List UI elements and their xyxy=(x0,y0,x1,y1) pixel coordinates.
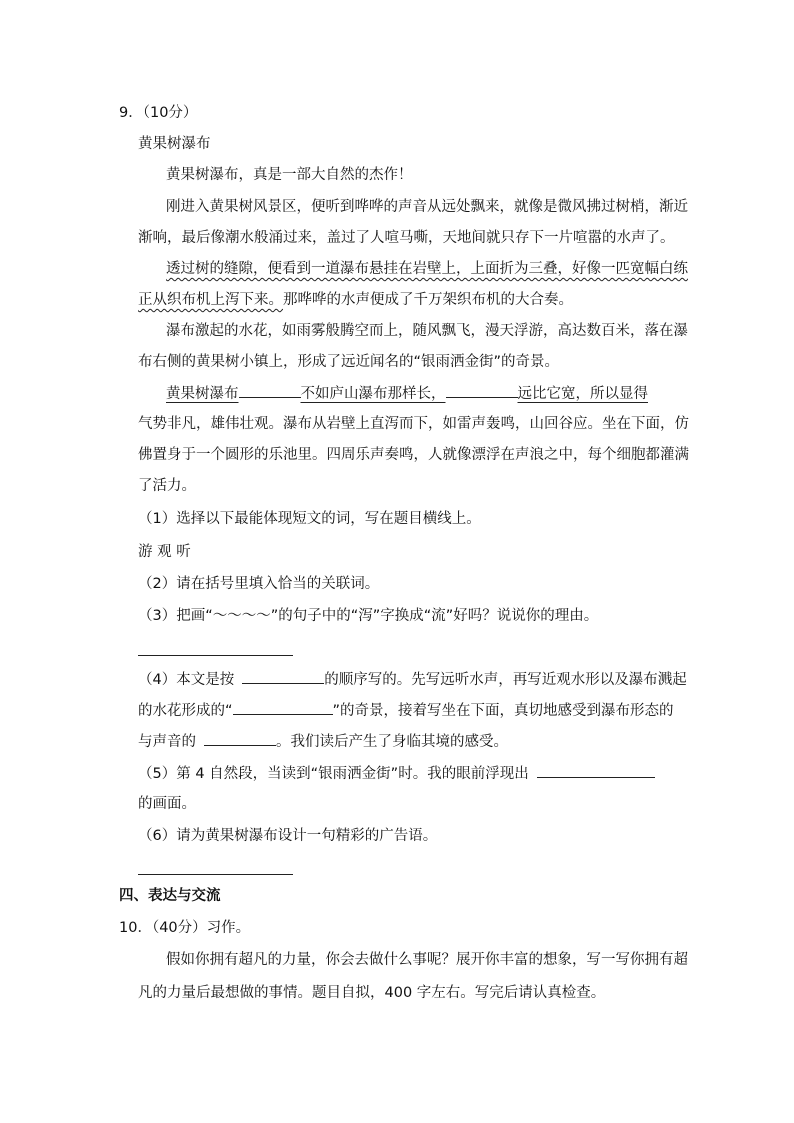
subquestion-4-part-f: 。我们读后产生了身临其境的感受。 xyxy=(276,734,508,750)
question-10-heading: 10．（40分）习作。 xyxy=(119,920,251,936)
paragraph-5-middle: 不如庐山瀑布那样长， xyxy=(300,386,446,402)
subquestion-4-part-a: （4）本文是按 xyxy=(138,672,235,688)
passage-paragraph-5-line-3: 佛置身于一个圆形的乐池里。四周乐声奏鸣，人就像漂浮在声浪之中，每个细胞都灌满 xyxy=(138,447,689,463)
passage-paragraph-2-line-1: 刚进入黄果树风景区，便听到哗哗的声音从远处飘来，就像是微风拂过树梢，渐近 xyxy=(166,199,688,215)
subquestion-6: （6）请为黄果树瀑布设计一句精彩的广告语。 xyxy=(138,828,438,844)
subquestion-4-part-b: 的顺序写的。先写远听水声，再写近观水形以及瀑布溅起 xyxy=(324,672,687,688)
passage-paragraph-3-line-1: 透过树的缝隙，便看到一道瀑布悬挂在岩壁上，上面折为三叠，好像一匹宽幅白练 xyxy=(166,261,688,277)
subquestion-4-part-c: 的水花形成的“ xyxy=(138,703,233,719)
answer-line-6[interactable] xyxy=(138,874,293,875)
subquestion-4-part-e: 与声音的 xyxy=(138,734,196,750)
paragraph-5-end-underlined: 远比它宽，所以显得 xyxy=(517,386,648,402)
subquestion-4-line-1 xyxy=(138,669,687,690)
passage-title: 黄果树瀑布 xyxy=(138,136,211,152)
question-9-heading: 9．（10分） xyxy=(119,105,198,121)
answer-blank-4c[interactable] xyxy=(204,731,276,746)
conjunction-blank-2[interactable] xyxy=(446,383,518,398)
passage-paragraph-3-line-2 xyxy=(138,290,573,310)
subquestion-2: （2）请在括号里填入恰当的关联词。 xyxy=(138,576,380,592)
word-choices: 游 观 听 xyxy=(138,544,191,560)
answer-blank-5[interactable] xyxy=(537,763,655,778)
conjunction-blank-1[interactable] xyxy=(239,383,301,398)
answer-blank-4b[interactable] xyxy=(233,700,333,715)
passage-paragraph-5-line-2: 气势非凡，雄伟壮观。瀑布从岩壁上直泻而下，如雷声轰鸣，山回谷应。坐在下面，仿 xyxy=(138,416,689,432)
passage-paragraph-2-line-2: 渐响，最后像潮水般涌过来，盖过了人喧马嘶，天地间就只存下一片喧嚣的水声了。 xyxy=(138,230,675,246)
subquestion-5-part-a: （5）第 4 自然段，当读到“银雨洒金街”时。我的眼前浮现出 xyxy=(138,766,529,782)
subquestion-4-line-2 xyxy=(138,700,674,721)
subquestion-3: （3）把画“～～～～”的句子中的“泻”字换成“流”好吗？说说你的理由。 xyxy=(138,608,599,624)
subquestion-5-line-2: 的画面。 xyxy=(138,796,196,812)
wavy-underlined-sentence: 正从织布机上泻下来。 xyxy=(138,292,283,308)
subquestion-5-line-1 xyxy=(138,763,655,784)
paragraph-3-rest: 那哗哗的水声便成了千万架织布机的大合奏。 xyxy=(283,292,573,308)
passage-paragraph-4-line-2: 布右侧的黄果树小镇上，形成了远近闻名的“银雨洒金街”的奇景。 xyxy=(138,354,560,370)
subquestion-4-line-3 xyxy=(138,731,508,752)
passage-paragraph-5-line-1 xyxy=(166,383,648,404)
answer-blank-4a[interactable] xyxy=(242,669,324,684)
paragraph-5-start: 黄果树瀑布 xyxy=(166,386,239,402)
section-4-heading: 四、表达与交流 xyxy=(119,888,221,904)
writing-prompt-line-2: 凡的力量后最想做的事情。题目自拟，400 字左右。写完后请认真检查。 xyxy=(138,985,606,1001)
passage-paragraph-5-line-4: 了活力。 xyxy=(138,478,196,494)
subquestion-1: （1）选择以下最能体现短文的词，写在题目横线上。 xyxy=(138,511,481,527)
passage-paragraph-4-line-1: 瀑布激起的水花，如雨雾般腾空而上，随风飘飞，漫天浮游，高达数百米，落在瀑 xyxy=(166,323,688,339)
answer-line-3[interactable] xyxy=(138,655,293,656)
subquestion-4-part-d: ”的奇景，接着写坐在下面，真切地感受到瀑布形态的 xyxy=(332,703,674,719)
passage-paragraph-1: 黄果树瀑布，真是一部大自然的杰作！ xyxy=(166,167,413,183)
writing-prompt-line-1: 假如你拥有超凡的力量，你会去做什么事呢？展开你丰富的想象，写一写你拥有超 xyxy=(166,952,688,968)
